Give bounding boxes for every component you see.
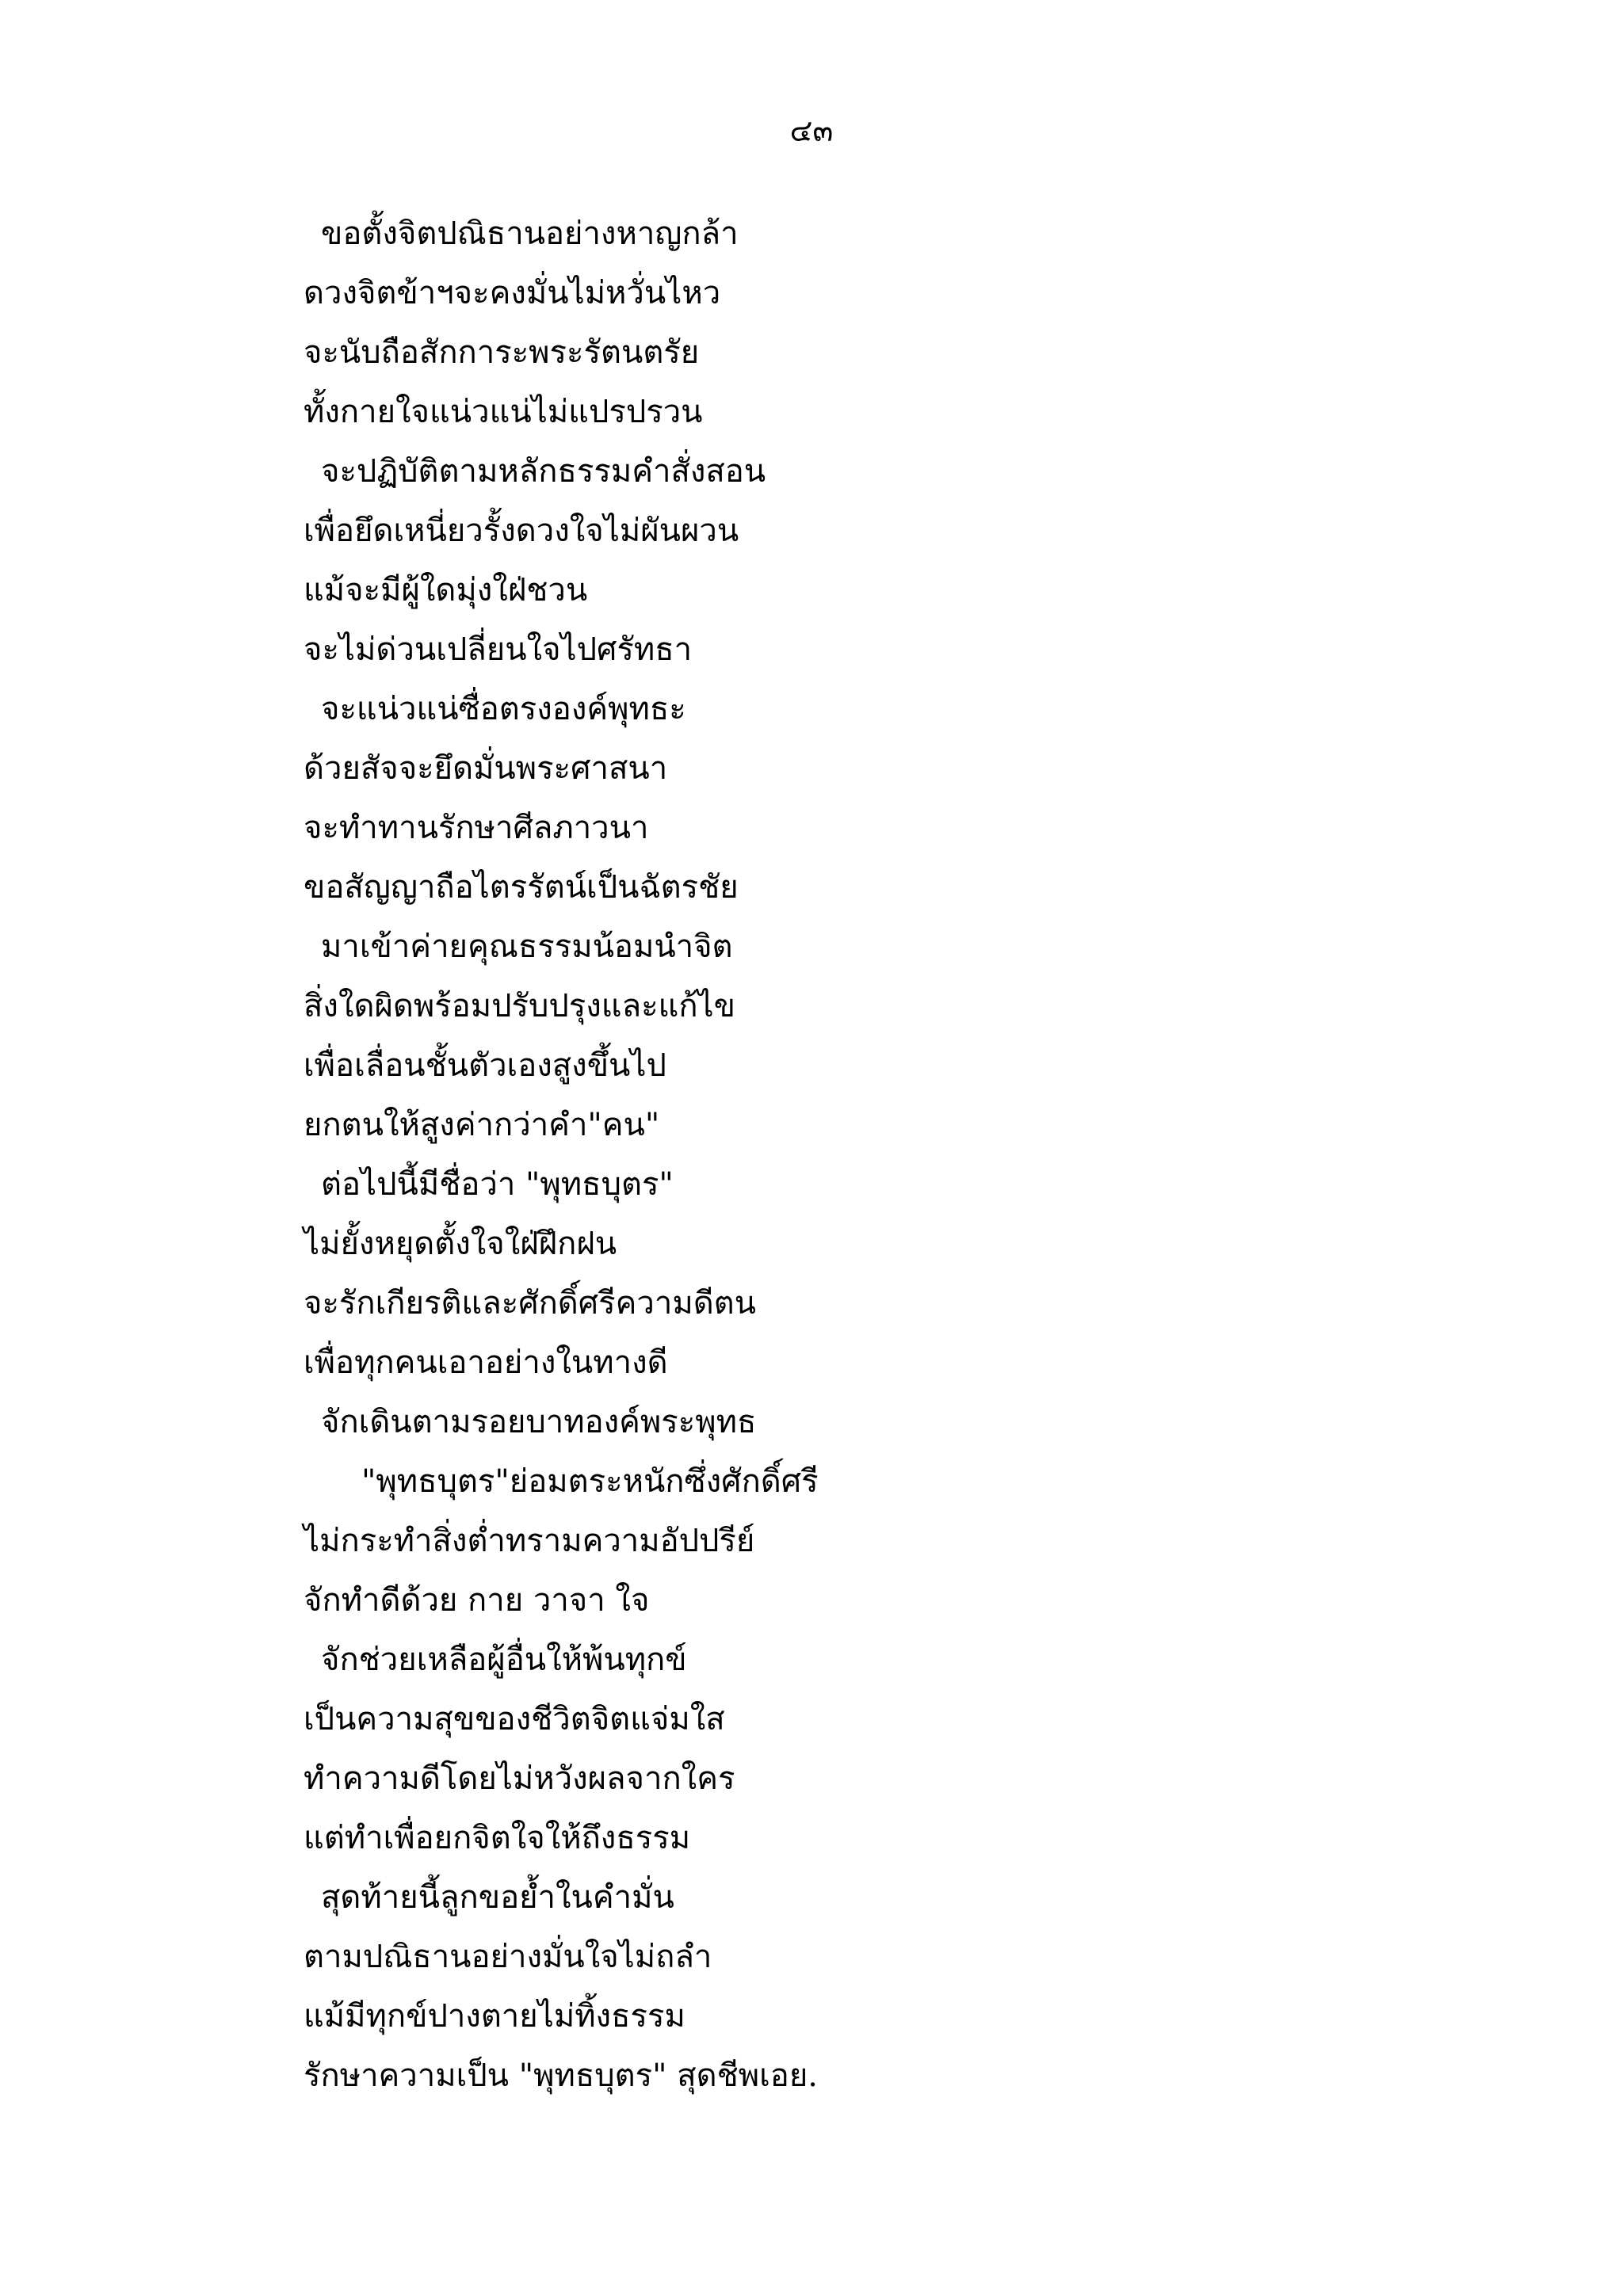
poem-line: ไม่กระทำสิ่งต่ำทรามความอัปปรีย์	[304, 1523, 755, 1559]
poem-line: จักทำดีด้วย กาย วาจา ใจ	[304, 1582, 650, 1619]
poem-line: จะแน่วแน่ซื่อตรงองค์พุทธะ	[321, 691, 686, 727]
poem-line: ดวงจิตข้าฯจะคงมั่นไม่หวั่นไหว	[304, 275, 721, 311]
poem-line: ตามปณิธานอย่างมั่นใจไม่ถลำ	[304, 1939, 712, 1975]
poem-line: จักช่วยเหลือผู้อื่นให้พ้นทุกข์	[321, 1642, 687, 1678]
poem-line: "พุทธบุตร"ย่อมตระหนักซึ่งศักดิ์ศรี	[361, 1463, 819, 1500]
poem-line: สุดท้ายนี้ลูกขอย้ำในคำมั่น	[321, 1879, 674, 1916]
poem-line: เป็นความสุขของชีวิตจิตแจ่มใส	[304, 1701, 725, 1737]
poem-line: ขอสัญญาถือไตรรัตน์เป็นฉัตรชัย	[304, 869, 739, 906]
poem-line: จะทำทานรักษาศีลภาวนา	[304, 810, 649, 846]
poem-line: แต่ทำเพื่อยกจิตใจให้ถึงธรรม	[304, 1820, 691, 1856]
poem-body	[304, 204, 1492, 2106]
poem-line: เพื่อเลื่อนชั้นตัวเองสูงขึ้นไป	[304, 1047, 666, 1084]
poem-line: จะปฏิบัติตามหลักธรรมคำสั่งสอน	[321, 453, 766, 490]
poem-line: สิ่งใดผิดพร้อมปรับปรุงและแก้ไข	[304, 988, 736, 1024]
poem-line: จะนับถือสักการะพระรัตนตรัย	[304, 334, 700, 371]
poem-line: จะไม่ด่วนเปลี่ยนใจไปศรัทธา	[304, 631, 693, 668]
poem-line: ต่อไปนี้มีชื่อว่า "พุทธบุตร"	[321, 1166, 674, 1203]
poem-line: เพื่อยึดเหนี่ยวรั้งดวงใจไม่ผันผวน	[304, 513, 739, 549]
poem-line: เพื่อทุกคนเอาอย่างในทางดี	[304, 1344, 668, 1381]
poem-line: ไม่ยั้งหยุดตั้งใจใฝ่ฝึกฝน	[304, 1226, 617, 1262]
poem-line: ทำความดีโดยไม่หวังผลจากใคร	[304, 1760, 735, 1797]
poem-line: แม้มีทุกข์ปางตายไม่ทิ้งธรรม	[304, 1998, 685, 2035]
page-number: ๔๓	[789, 113, 834, 148]
poem-line: ยกตนให้สูงค่ากว่าคำ"คน"	[304, 1107, 660, 1143]
poem-line: ทั้งกายใจแน่วแน่ไม่แปรปรวน	[304, 394, 703, 430]
poem-line: แม้จะมีผู้ใดมุ่งใฝ่ชวน	[304, 572, 588, 608]
poem-line: ด้วยสัจจะยึดมั่นพระศาสนา	[304, 750, 668, 787]
poem-line: จักเดินตามรอยบาทองค์พระพุทธ	[321, 1404, 757, 1440]
poem-line: จะรักเกียรติและศักดิ์ศรีความดีตน	[304, 1285, 756, 1322]
poem-line: รักษาความเป็น "พุทธบุตร" สุดชีพเอย.	[304, 2058, 818, 2094]
poem-line: มาเข้าค่ายคุณธรรมน้อมนำจิต	[321, 929, 733, 965]
poem-line: ขอตั้งจิตปณิธานอย่างหาญกล้า	[321, 215, 739, 252]
